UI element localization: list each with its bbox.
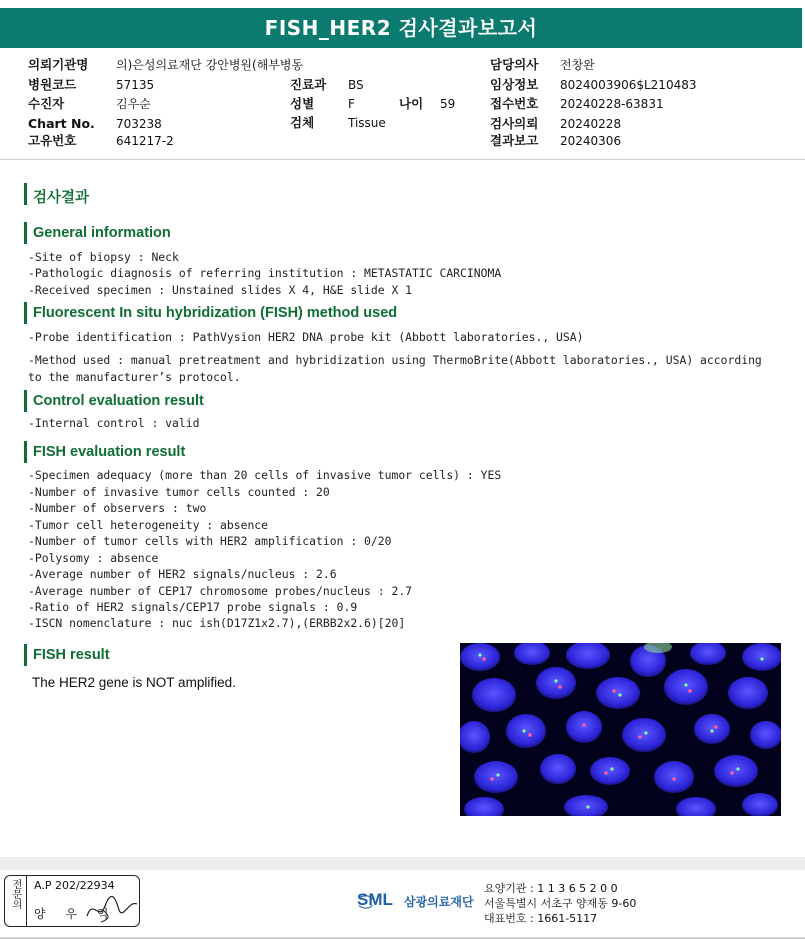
doctor-value: 전창완 [560,58,595,72]
evaluation-title: FISH evaluation result [33,444,186,460]
section-marker [24,644,27,666]
patient-value: 김우순 [116,97,151,111]
org-code: 요양기관 : 1 1 3 6 5 2 0 0 [484,882,618,895]
section-marker [24,222,27,244]
report-date-label: 결과보고 [490,133,539,148]
report-date-value: 20240306 [560,134,622,148]
chart-no-value: 703238 [116,117,162,131]
sex-value: F [348,97,355,111]
fish-result-text: The HER2 gene is NOT amplified. [32,675,236,690]
request-date-label: 검사의뢰 [490,116,539,131]
clinical-info-value: 8024003906$L210483 [560,78,697,92]
evaluation-line: -ISCN nomenclature : nuc ish(D17Z1x2.7),(ERBB2x2.6)[20] [28,616,406,630]
age-label: 나이 [399,96,424,111]
department-value: BS [348,78,364,92]
evaluation-line: -Specimen adequacy (more than 20 cells of invasive tumor cells) : YES [28,468,502,482]
institution-value: 의)은성의료재단 강안병원(해부병동 [116,58,304,72]
unique-no-value: 641217-2 [116,134,174,148]
department-label: 진료과 [290,77,327,92]
evaluation-line: -Average number of HER2 signals/nucleus : 2.6 [28,567,337,581]
phone: 대표번호 : 1661-5117 [484,912,598,925]
section-marker [24,302,27,324]
sex-label: 성별 [290,96,315,111]
fish-microscopy-image [460,643,781,816]
logo-abbr: SML [357,890,393,909]
method-line: -Probe identification : PathVysion HER2 DNA probe kit (Abbott laboratories., USA) [28,330,584,344]
general-title: General information [33,225,171,241]
receipt-no-value: 20240228-63831 [560,97,664,111]
control-title: Control evaluation result [33,393,204,409]
evaluation-line: -Average number of CEP17 chromosome probes/nucleus : 2.7 [28,584,413,598]
request-date-value: 20240228 [560,117,622,131]
receipt-no-label: 접수번호 [490,96,539,111]
report-title: FISH_HER2 검사결과보고서 [0,8,802,48]
signature-box [4,875,140,927]
chart-no-label: Chart No. [28,116,95,131]
evaluation-line: -Tumor cell heterogeneity : absence [28,518,269,532]
address: 서울특별시 서초구 양재동 9-60 [484,897,637,910]
clinical-info-label: 임상정보 [490,77,539,92]
doctor-label: 담당의사 [490,57,539,72]
method-title: Fluorescent In situ hybridization (FISH) method used [33,305,398,321]
method-line: -Method used : manual pretreatment and hybridization using ThermoBrite(Abbott laboratories., USA) according [28,353,762,367]
unique-no-label: 고유번호 [28,133,77,148]
section-marker [24,183,27,205]
header-divider [0,159,805,160]
fish-result-title: FISH result [33,647,110,663]
handwritten-signature [83,892,140,926]
evaluation-line: -Number of invasive tumor cells counted : 20 [28,485,330,499]
signature-side-label: 전문의 [10,879,21,909]
signature-side-label-cell [5,876,27,926]
logo-text: 삼광의료재단 [404,895,474,909]
age-value: 59 [440,97,456,111]
method-line: to the manufacturer’s protocol. [28,370,241,384]
hospital-code-label: 병원코드 [28,77,77,92]
section-marker [24,441,27,463]
institution-label: 의뢰기관명 [28,57,89,72]
general-line: -Site of biopsy : Neck [28,250,179,264]
control-line: -Internal control : valid [28,416,200,430]
patient-label: 수진자 [28,96,65,111]
evaluation-line: -Number of observers : two [28,501,207,515]
specimen-value: Tissue [348,116,386,130]
signature-name: 양 우 익 [34,907,117,921]
section-marker [24,390,27,412]
general-line: -Received specimen : Unstained slides X 4, H&E slide X 1 [28,283,413,297]
footer-band [0,857,805,870]
specimen-label: 검체 [290,115,315,130]
hospital-code-value: 57135 [116,78,155,92]
evaluation-line: -Number of tumor cells with HER2 amplification : 0/20 [28,534,392,548]
result-heading: 검사결과 [33,190,90,206]
evaluation-line: -Polysomy : absence [28,551,159,565]
evaluation-line: -Ratio of HER2 signals/CEP17 probe signals : 0.9 [28,600,358,614]
general-line: -Pathologic diagnosis of referring institution : METASTATIC CARCINOMA [28,266,502,280]
signature-cert-no: A.P 202/22934 [34,879,115,892]
